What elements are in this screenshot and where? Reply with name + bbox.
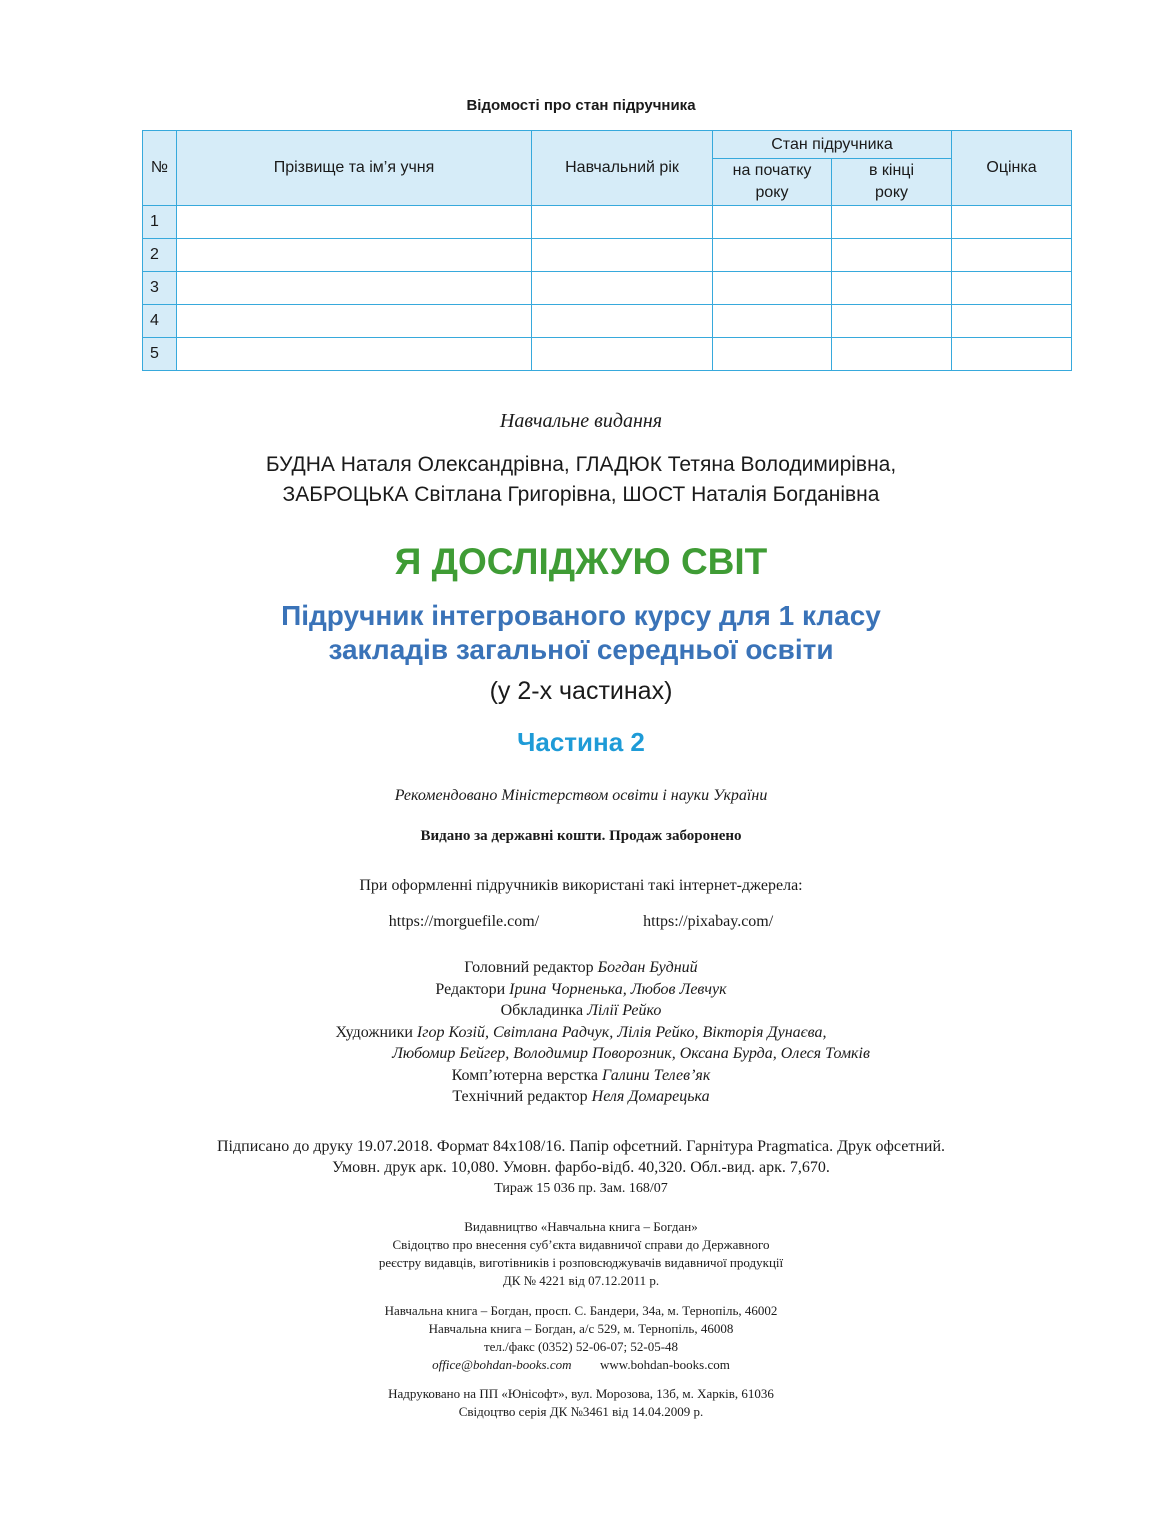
cell-grade[interactable]	[952, 338, 1072, 371]
table-row	[143, 272, 1072, 305]
header-state-start-line1: на початку	[732, 162, 812, 179]
printer-line-2: Свідоцтво серія ДК №3461 від 14.04.2009 р.	[458, 1404, 704, 1419]
sources-intro: При оформленні підручників використані такі інтернет-джерела:	[359, 877, 803, 894]
textbook-state-table	[142, 130, 1072, 371]
credit-label: Комп’ютерна верстка	[451, 1066, 599, 1084]
subtitle-line-2: закладів загальної середньої освіти	[328, 634, 834, 665]
cell-end[interactable]	[832, 338, 952, 371]
credit-label: Обкладинка	[500, 1002, 584, 1019]
website-link[interactable]: www.bohdan-books.com	[600, 1357, 730, 1372]
cell-year[interactable]	[532, 206, 713, 239]
credit-label: Головний редактор	[464, 959, 594, 976]
cell-end[interactable]	[832, 206, 952, 239]
credit-name: Неля Домарецька	[591, 1088, 710, 1105]
cell-name[interactable]	[177, 206, 532, 239]
book-subtitle	[0, 599, 1162, 667]
publisher-line-2: Свідоцтво про внесення суб’єкта видавничої справи до Державного	[392, 1237, 770, 1252]
publisher-address	[0, 1302, 1162, 1374]
address-line-3: тел./факс (0352) 52-06-07; 52-05-48	[483, 1339, 679, 1354]
header-state-end-line2: року	[875, 184, 908, 201]
publisher-line-3: реєстру видавців, виготівників і розповсюджувачів видавничої продукції	[378, 1255, 784, 1270]
publisher-line-4: ДК № 4221 від 07.12.2011 р.	[502, 1273, 660, 1288]
authors	[0, 450, 1162, 510]
cell-year[interactable]	[532, 305, 713, 338]
table-row	[143, 338, 1072, 371]
credit-name: Галини Телев’як	[602, 1066, 711, 1084]
cell-grade[interactable]	[952, 305, 1072, 338]
credit-cover	[0, 1000, 1162, 1022]
print-details	[0, 1136, 1162, 1199]
cell-start[interactable]	[713, 305, 832, 338]
credit-label: Художники	[335, 1023, 413, 1041]
cell-end[interactable]	[832, 272, 952, 305]
cell-end[interactable]	[832, 305, 952, 338]
source-link-morguefile[interactable]: https://morguefile.com/	[388, 913, 540, 930]
credit-artists-cont	[0, 1043, 1162, 1065]
publisher-line-1: Видавництво «Навчальна книга – Богдан»	[464, 1219, 698, 1234]
recommended-note: Рекомендовано Міністерством освіти і науки України	[394, 787, 768, 804]
cell-end[interactable]	[832, 239, 952, 272]
row-number: 3	[143, 272, 177, 305]
email-link[interactable]: office@bohdan-books.com	[432, 1357, 572, 1372]
part-number: Частина 2	[517, 727, 645, 757]
cell-year[interactable]	[532, 272, 713, 305]
source-link-pixabay[interactable]: https://pixabay.com/	[643, 913, 774, 930]
credit-artists	[0, 1022, 1162, 1044]
credit-label: Технічний редактор	[452, 1088, 588, 1105]
credit-label: Редактори	[435, 980, 506, 998]
row-number: 4	[143, 305, 177, 338]
table-title: Відомості про стан підручника	[466, 97, 696, 114]
table-row	[143, 305, 1072, 338]
row-number: 1	[143, 206, 177, 239]
credit-editors	[0, 979, 1162, 1001]
printer-info	[0, 1385, 1162, 1421]
authors-line-2: ЗАБРОЦЬКА Світлана Григорівна, ШОСТ Наталія Богданівна	[282, 483, 880, 506]
cell-start[interactable]	[713, 272, 832, 305]
cell-name[interactable]	[177, 338, 532, 371]
credits	[0, 957, 1162, 1108]
publisher-info	[0, 1218, 1162, 1290]
credit-name: Любомир Бейгер, Володимир Поворозник, Оксана Бурда, Олеся Томків	[392, 1045, 870, 1062]
print-line-2: Умовн. друк арк. 10,080. Умовн. фарбо-відб. 40,320. Обл.-вид. арк. 7,670.	[332, 1159, 830, 1176]
print-line-3: Тираж 15 036 пр. Зам. 168/07	[494, 1181, 668, 1196]
credit-name: Ірина Чорненька, Любов Левчук	[509, 980, 727, 998]
header-school-year: Навчальний рік	[532, 131, 713, 206]
cell-grade[interactable]	[952, 272, 1072, 305]
credit-name: Лілії Рейко	[587, 1002, 662, 1019]
cell-year[interactable]	[532, 338, 713, 371]
cell-grade[interactable]	[952, 239, 1072, 272]
row-number: 2	[143, 239, 177, 272]
cell-name[interactable]	[177, 272, 532, 305]
header-num: №	[143, 131, 177, 206]
sources-list	[0, 913, 1162, 931]
address-line-2: Навчальна книга – Богдан, а/с 529, м. Тернопіль, 46008	[428, 1321, 734, 1336]
table-row	[143, 206, 1072, 239]
header-grade: Оцінка	[952, 131, 1072, 206]
header-state: Стан підручника	[713, 131, 952, 159]
cell-start[interactable]	[713, 206, 832, 239]
print-line-1: Підписано до друку 19.07.2018. Формат 84х108/16. Папір офсетний. Гарнітура Pragmatica. Друк офсетний.	[216, 1138, 945, 1155]
header-student-name: Прізвище та ім’я учня	[177, 131, 532, 206]
row-number: 5	[143, 338, 177, 371]
cell-year[interactable]	[532, 239, 713, 272]
cell-start[interactable]	[713, 338, 832, 371]
authors-line-1: БУДНА Наталя Олександрівна, ГЛАДЮК Тетяна Володимирівна,	[265, 453, 897, 476]
header-state-end	[832, 159, 952, 206]
cell-name[interactable]	[177, 305, 532, 338]
cell-name[interactable]	[177, 239, 532, 272]
parts-note: (у 2-х частинах)	[489, 677, 673, 705]
credit-name: Богдан Будний	[597, 959, 698, 976]
table-row	[143, 239, 1072, 272]
credit-tech-editor	[0, 1086, 1162, 1108]
address-contacts	[0, 1356, 1162, 1374]
printer-line-1: Надруковано на ПП «Юнісофт», вул. Морозова, 13б, м. Харків, 61036	[388, 1386, 774, 1401]
address-line-1: Навчальна книга – Богдан, просп. С. Бандери, 34а, м. Тернопіль, 46002	[384, 1303, 778, 1318]
credit-chief-editor	[0, 957, 1162, 979]
free-distribution-note: Видано за державні кошти. Продаж заборонено	[420, 828, 742, 844]
credit-name: Ігор Козій, Світлана Радчук, Лілія Рейко, Вікторія Дунаєва,	[416, 1023, 827, 1041]
header-state-end-line1: в кінці	[868, 162, 915, 179]
book-title: Я ДОСЛІДЖУЮ СВІТ	[394, 541, 768, 582]
header-state-start-line2: року	[755, 184, 789, 201]
header-state-start	[713, 159, 832, 206]
subtitle-line-1: Підручник інтегрованого курсу для 1 класу	[281, 600, 881, 631]
cell-grade[interactable]	[952, 206, 1072, 239]
cell-start[interactable]	[713, 239, 832, 272]
edition-type: Навчальне видання	[499, 410, 663, 432]
credit-layout	[0, 1065, 1162, 1087]
